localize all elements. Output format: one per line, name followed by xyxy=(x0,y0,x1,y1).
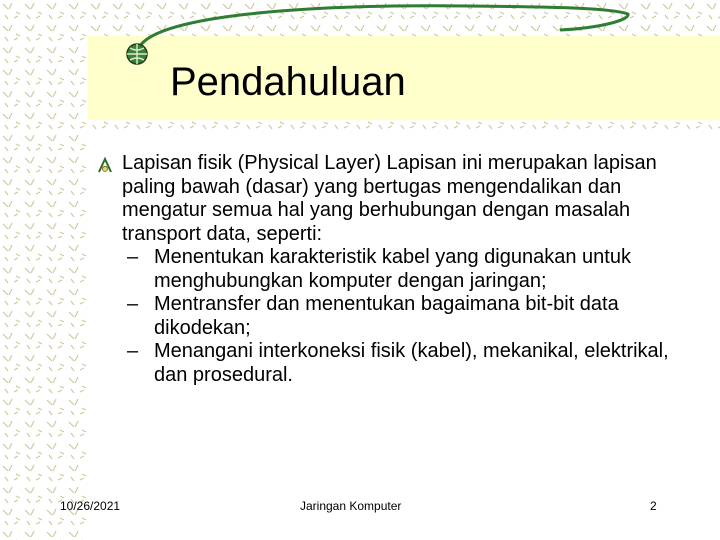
sub-item-text: Mentransfer dan menentukan bagaimana bit-bit data dikodekan; xyxy=(154,293,619,339)
sub-item xyxy=(122,246,682,293)
dash-marker: – xyxy=(127,246,139,268)
footer-center-text: Jaringan Komputer xyxy=(300,499,402,513)
bullet-text: Lapisan fisik (Physical Layer) Lapisan ini merupakan lapisan paling bawah (dasar) yang bertugas mengendalikan dan mengatur semua hal yang berhubungan dengan masalah transport data, seperti: xyxy=(122,152,657,245)
slide-title: Pendahuluan xyxy=(170,60,406,104)
sub-item xyxy=(122,293,682,340)
slide-number: 2 xyxy=(650,499,657,513)
bullet-icon xyxy=(96,156,114,174)
globe-icon xyxy=(125,42,149,66)
footer-date: 10/26/2021 xyxy=(60,499,121,513)
dash-marker: – xyxy=(127,293,139,315)
sub-item-text: Menangani interkoneksi fisik (kabel), mekanikal, elektrikal, dan prosedural. xyxy=(154,340,669,386)
bullet-content xyxy=(122,152,682,387)
sub-item-text: Menentukan karakteristik kabel yang digunakan untuk menghubungkan komputer dengan jaringan; xyxy=(154,246,631,292)
sub-item xyxy=(122,340,682,387)
dash-marker: – xyxy=(127,340,139,362)
